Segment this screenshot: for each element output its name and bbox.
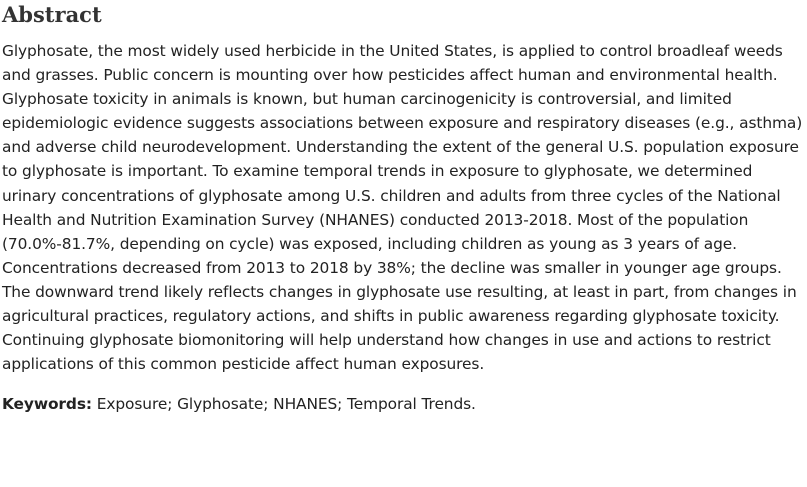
abstract-heading: Abstract [2,2,102,27]
keywords-line [2,392,805,416]
abstract-section [2,0,805,416]
keywords-label: Keywords: [2,395,92,414]
abstract-text: Glyphosate, the most widely used herbicide in the United States, is applied to control broadleaf weeds and grasses. Public concern is mounting over how pesticides affect human and environmental health. Glyphosate toxicity in animals is known, but human carcinogenicity is controversial, and limited epidemiologic evidence suggests associations between exposure and respiratory diseases (e.g., asthma) and adverse child neurodevelopment. Understanding the extent of the general U.S. population exposure to glyphosate is important. To examine temporal trends in exposure to glyphosate, we determined urinary concentrations of glyphosate among U.S. children and adults from three cycles of the National Health and Nutrition Examination Survey (NHANES) conducted 2013-2018. Most of the population (70.0%-81.7%, depending on cycle) was exposed, including children as young as 3 years of age. Concentrations decreased from 2013 to 2018 by 38%; the decline was smaller in younger age groups. The downward trend likely reflects changes in glyphosate use resulting, at least in part, from changes in agricultural practices, regulatory actions, and shifts in public awareness regarding glyphosate toxicity. Continuing glyphosate biomonitoring will help understand how changes in use and actions to restrict applications of this common pesticide affect human exposures. [2,42,803,374]
keywords-values: Exposure; Glyphosate; NHANES; Temporal Trends. [96,395,476,414]
